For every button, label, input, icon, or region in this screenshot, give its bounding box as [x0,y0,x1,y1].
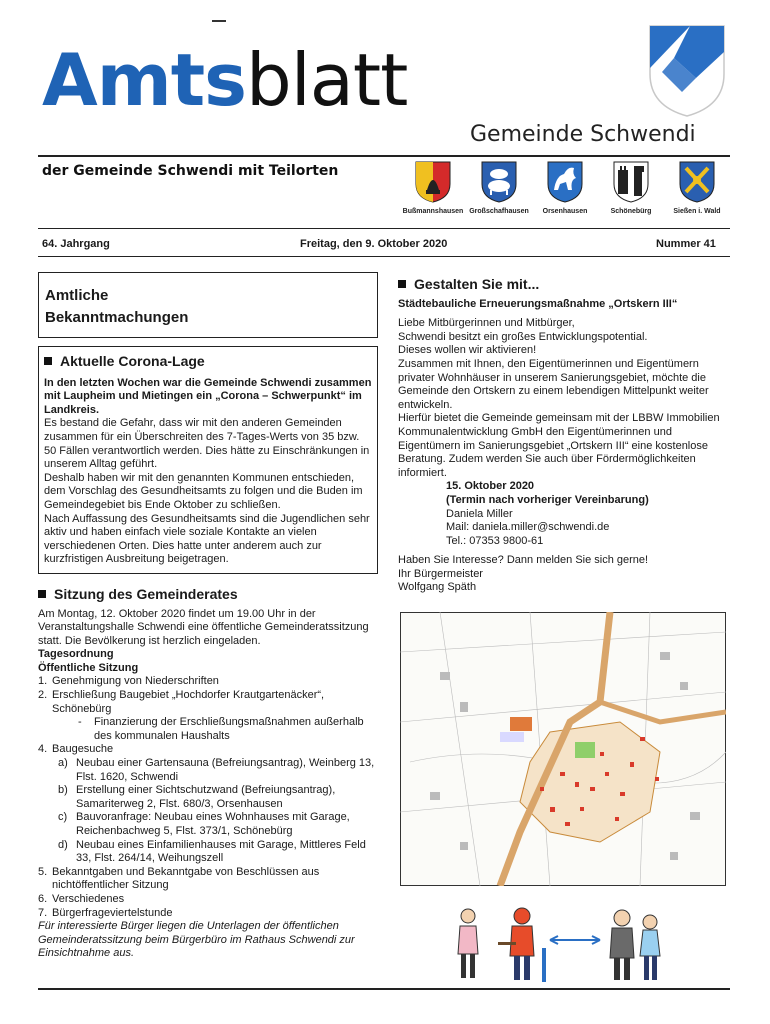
participate-heading-text: Gestalten Sie mit... [414,276,540,292]
siessen-coat-icon [678,160,716,204]
grossschafhausen-coat-icon [480,160,518,204]
agenda-list [38,675,378,716]
corona-lead: In den letzten Wochen war die Gemeinde Schwendi zusammen mit Laupheim und Mietingen ein „Corona – Schwerpunkt“ im Landkreis. [44,376,372,416]
paragraph: Dieses wollen wir aktivieren! [398,344,537,357]
coat-schoeneburg [598,160,664,215]
council-heading [38,585,378,602]
agenda-sublist [38,757,378,866]
coat-label: Schönebürg [610,208,652,215]
public-session-label: Öffentliche Sitzung [38,661,139,674]
schwendi-logo-icon [644,22,730,118]
left-column [38,272,378,961]
agenda-sublist [38,716,378,743]
section-title-box [38,272,378,338]
masthead-title-amts: Amts [42,38,247,122]
appointment-date: 15. Oktober 2020 [446,480,535,493]
paragraph: Haben Sie Interesse? Dann melden Sie sich gerne! [398,554,649,567]
agenda-item: 5. Bekanntgaben und Bekanntgabe von Beschlüssen aus nichtöffentlicher Sitzung [38,865,320,892]
contact-mail: Mail: daniela.miller@schwendi.de [446,521,610,534]
issue-date: Freitag, den 9. Oktober 2020 [300,238,448,250]
agenda-list [38,866,378,920]
masthead-title [42,40,407,120]
appointment-note: (Termin nach vorheriger Vereinbarung) [446,493,649,506]
agenda-item: 6. Verschiedenes [38,892,125,905]
agenda-label: Tagesordnung [38,648,114,661]
corona-paragraph: Es bestand die Gefahr, dass wir mit den anderen Gemeinden zusammen für ein Überschreiten des 7-Tages-Werts von 35 bzw. 50 Fällen verantwortlich werden. Dies hätte zu Einschränkungen in unserem Alltag geführt. [44,417,370,471]
coat-siessen [664,160,730,215]
contact-tel: Tel.: 07353 9800-61 [446,534,544,547]
masthead-dash [212,20,226,22]
right-column [398,278,730,595]
issue-rule [38,256,730,257]
agenda-subitem: d) Neubau eines Einfamilienhauses mit Garage, Mittleres Feld 33, Flst. 264/14, Weihungszell [58,838,366,865]
corona-box [38,346,378,574]
consultation-people-illustration [450,904,670,984]
corona-heading-text: Aktuelle Corona-Lage [60,353,205,369]
masthead-bottom-rule [38,228,730,229]
issue-number: Nummer 41 [656,238,716,250]
agenda-subitem: b) Erstellung einer Sichtschutzwand (Befreiungsantrag), Samariterweg 2, Flst. 680/3, Orsenhausen [58,784,336,810]
agenda-subitem: a) Neubau einer Gartensauna (Befreiungsantrag), Weinberg 13, Flst. 1620, Schwendi [58,757,375,783]
corona-heading [44,355,372,369]
agenda-subitem: - Finanzierung der Erschließungsmaßnahmen außerhalb des kommunalen Haushalts [78,716,364,742]
coat-grossschafhausen [466,160,532,215]
coat-label: Bußmannshausen [402,208,464,215]
agenda-item: 7. Bürgerfrageviertelstunde [38,906,173,919]
schoeneburg-coat-icon [612,160,650,204]
participate-heading [398,278,730,292]
greeting: Liebe Mitbürgerinnen und Mitbürger, [398,317,575,330]
masthead-title-blatt: blatt [246,38,408,122]
page-bottom-rule [38,988,730,990]
signature-title: Ihr Bürgermeister [398,567,483,580]
paragraph: Zusammen mit Ihnen, den Eigentümerinnen und Eigentümern privater Wohnhäuser in unserem Sanierungsgebiet, möchte die Gemeinde den Ortskern zu einem lebendigen Mittelpunkt weiter entwickeln. [398,357,709,411]
orsenhausen-coat-icon [546,160,584,204]
bullet-square-icon [44,357,52,365]
section-title-line1: Amtliche [45,287,109,304]
agenda-subitem: c) Bauvoranfrage: Neubau eines Wohnhauses mit Garage, Reichenbachweg 5, Flst. 373/1, Schönebürg [58,811,350,837]
coat-label: Großschafhausen [469,208,529,215]
paragraph: Hierfür bietet die Gemeinde gemeinsam mit der LBBW Immobilien Kommunalentwicklung GmbH den Eigentümerinnen und Eigentümern im Sanierungsgebiet „Ortskern III“ eine kostenlose Beratung. Zudem werden Sie auch über Fördermöglichkeiten informiert. [398,412,720,479]
bullet-square-icon [398,280,406,288]
agenda-item: 1. Genehmigung von Niederschriften [38,675,219,688]
masthead-subtitle: der Gemeinde Schwendi mit Teilorten [42,163,339,179]
bullet-square-icon [38,590,46,598]
corona-paragraph: Nach Auffassung des Gesundheitsamts sind die Jugendlichen sehr aktiv und haben einfach viele soziale Kontakte an vielen verschiedenen Orten. Dies hatte unter anderem auch zur kurzfristigen Ausbreitung beigetragen. [44,512,370,566]
bussmannshausen-coat-icon [414,160,452,204]
coat-bussmannshausen [400,160,466,215]
masthead-rule [38,155,730,157]
participate-subheading: Städtebauliche Erneuerungsmaßnahme „Ortskern III“ [398,297,678,310]
coat-label: Sießen i. Wald [673,208,721,215]
municipality-name: Gemeinde Schwendi [470,122,696,147]
contact-name: Daniela Miller [446,507,513,520]
agenda-list [38,743,378,757]
coat-label: Orsenhausen [542,208,588,215]
paragraph: Schwendi besitzt ein großes Entwicklungspotential. [398,330,648,343]
issue-volume: 64. Jahrgang [42,238,110,250]
council-closing: Für interessierte Bürger liegen die Unterlagen der öffentlichen Gemeinderatssitzung beim Bürgerbüro im Rathaus Schwendi zur Einsichtnahme aus. [38,920,355,960]
agenda-item: 4. Baugesuche [38,743,114,756]
coats-of-arms-row [400,160,730,224]
corona-paragraph: Deshalb haben wir mit den genannten Kommunen entschieden, dem Vorschlag des Gesundheitsamts zu folgen und die Buden im Gemeindegebiet bis Ende Oktober zu schließen. [44,471,363,511]
signature-name: Wolfgang Späth [398,581,477,594]
section-title-line2: Bekanntmachungen [45,309,189,326]
agenda-item: 2. Erschließung Baugebiet „Hochdorfer Krautgartenäcker“, Schönebürg [38,689,325,715]
appointment-block [398,480,730,548]
council-heading-text: Sitzung des Gemeinderates [54,585,238,602]
town-map-image [400,612,726,886]
council-intro: Am Montag, 12. Oktober 2020 findet um 19.00 Uhr in der Veranstaltungshalle Schwendi eine öffentliche Gemeinderatssitzung statt. Die Bevölkerung ist herzlich eingeladen. [38,607,369,647]
coat-orsenhausen [532,160,598,215]
